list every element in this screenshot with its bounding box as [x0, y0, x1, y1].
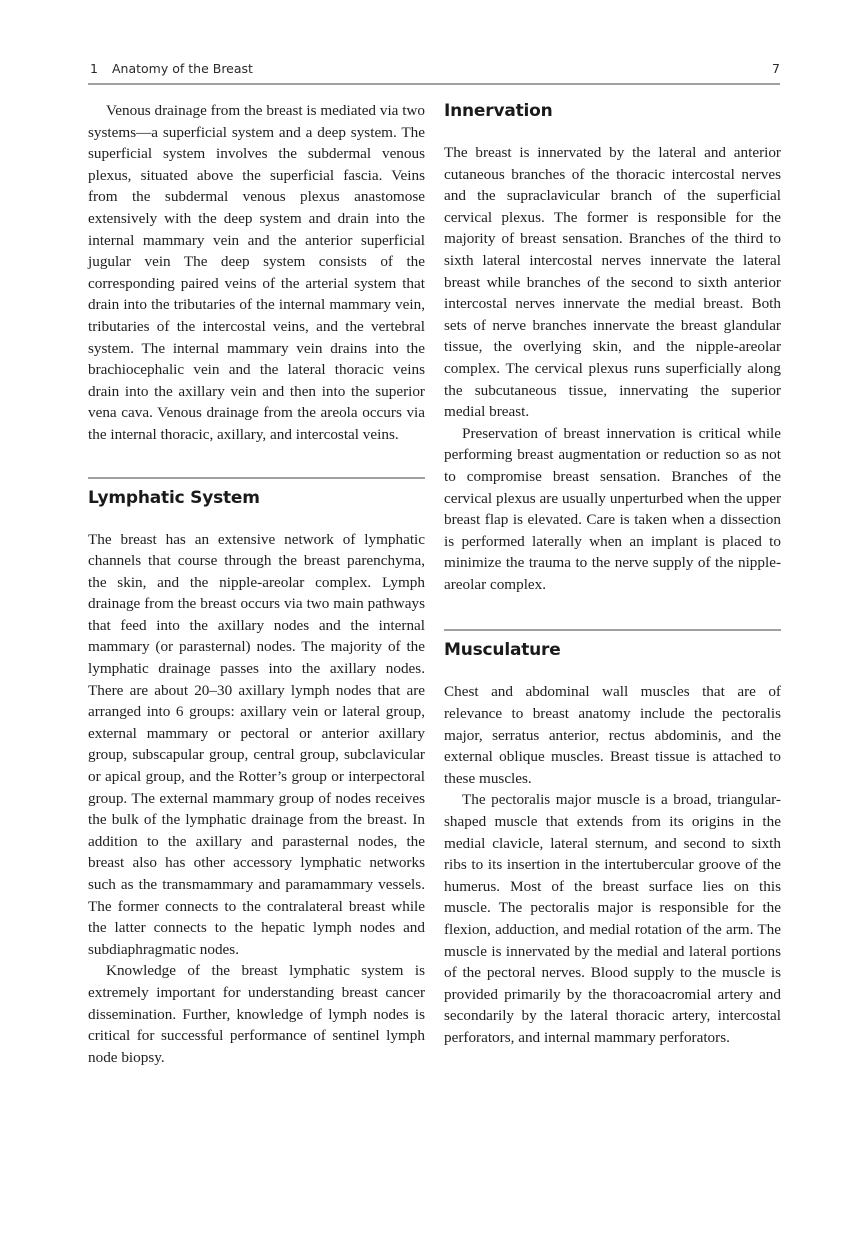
innervation-paragraph-1: The breast is innervated by the lateral and anterior cutaneous branches of the thoracic intercostal nerves and the supraclavicular branch of the superficial cervical plexus. The former is responsible for the majority of breast sensation. Branches of the third to sixth lateral intercostal nerves innervate the lateral breast while branches of the second to sixth anterior intercostal nerves innervate the medial breast. Both sets of nerve branches innervate the breast glandular tissue, the overlying skin, and the nipple-areolar complex. The cervical plexus runs superficially along the subcutaneous tissue, innervating the superior medial breast.: [444, 144, 781, 421]
venous-drainage-paragraph: Venous drainage from the breast is mediated via two systems—a superficial system and a deep system. The superficial system involves the subdermal venous plexus, situated above the superficial fascia. Veins from the subdermal venous plexus anastomose extensively with the deep system and drain into the internal mammary vein and the anterior superficial jugular vein The deep system consists of the corresponding paired veins of the arterial system that drain into the tributaries of the internal mammary vein, tributaries of the intercostal veins, and the vertebral system. The internal mammary vein drains into the brachiocephalic vein and the lateral thoracic veins drain into the axillary vein and then into the superior vena cava. Venous drainage from the areola occurs via the internal thoracic, axillary, and intercostal veins.: [88, 102, 425, 443]
musculature-paragraph-1: Chest and abdominal wall muscles that are of relevance to breast anatomy include the pectoralis major, serratus anterior, rectus abdominis, and the external oblique muscles. Breast tissue is attached to these muscles.: [444, 683, 781, 787]
page-number: 7: [772, 61, 780, 76]
lymphatic-paragraph-2: Knowledge of the breast lymphatic system is extremely important for understanding breast cancer dissemination. Further, knowledge of lymph nodes is critical for successful performance of sentinel lymph node biopsy.: [88, 962, 425, 1066]
right-column: [444, 100, 781, 1049]
section-heading-lymphatic: Lymphatic System: [88, 487, 260, 508]
left-column: [88, 100, 425, 1068]
section-heading-musculature: Musculature: [444, 640, 561, 661]
chapter-title: Anatomy of the Breast: [112, 61, 253, 76]
musculature-paragraph-2: The pectoralis major muscle is a broad, triangular-shaped muscle that extends from its origins in the medial clavicle, lateral sternum, and second to sixth ribs to its insertion in the intertubercular groove of the humerus. Most of the breast surface lies on this muscle. The pectoralis major is responsible for the flexion, adduction, and medial rotation of the arm. The muscle is innervated by the medial and lateral portions of the pectoral nerves. Blood supply to the muscle is provided primarily by the thoracoacromial artery and secondarily by the lateral thoracic artery, intercostal perforators, and internal mammary perforators.: [444, 791, 781, 1046]
running-head: [88, 58, 780, 82]
lymphatic-paragraph-1: The breast has an extensive network of lymphatic channels that course through the breast parenchyma, the skin, and the nipple-areolar complex. Lymph drainage from the breast occurs via two main pathways that feed into the axillary nodes and the internal mammary (or parasternal) nodes. The majority of the lymphatic drainage passes into the axillary nodes. There are about 20–30 axillary lymph nodes that are arranged into 6 groups: axillary vein or lateral group, external mammary or pectoral or anterior axillary group, subscapular group, central group, subclavicular or apical group, and the Rotter’s group or interpectoral group. The external mammary group of nodes receives the bulk of the lymphatic drainage from the breast. In addition to the axillary and parasternal nodes, the breast also has other accessory lymphatic networks such as the transmammary and paramammary vessels. The former connects to the contralateral breast while the latter connects to the hepatic lymph nodes and subdiaphragmatic nodes.: [88, 530, 425, 958]
section-heading-innervation: Innervation: [444, 101, 553, 121]
header-divider: [88, 83, 780, 85]
chapter-number: 1: [90, 61, 98, 76]
innervation-paragraph-2: Preservation of breast innervation is critical while performing breast augmentation or reduction so as not to compromise breast sensation. Branches of the cervical plexus are usually unperturbed when the upper breast flap is elevated. Care is taken when a dissection is performed laterally when an implant is placed to minimize the trauma to the nerve supply of the nipple-areolar complex.: [444, 424, 781, 593]
